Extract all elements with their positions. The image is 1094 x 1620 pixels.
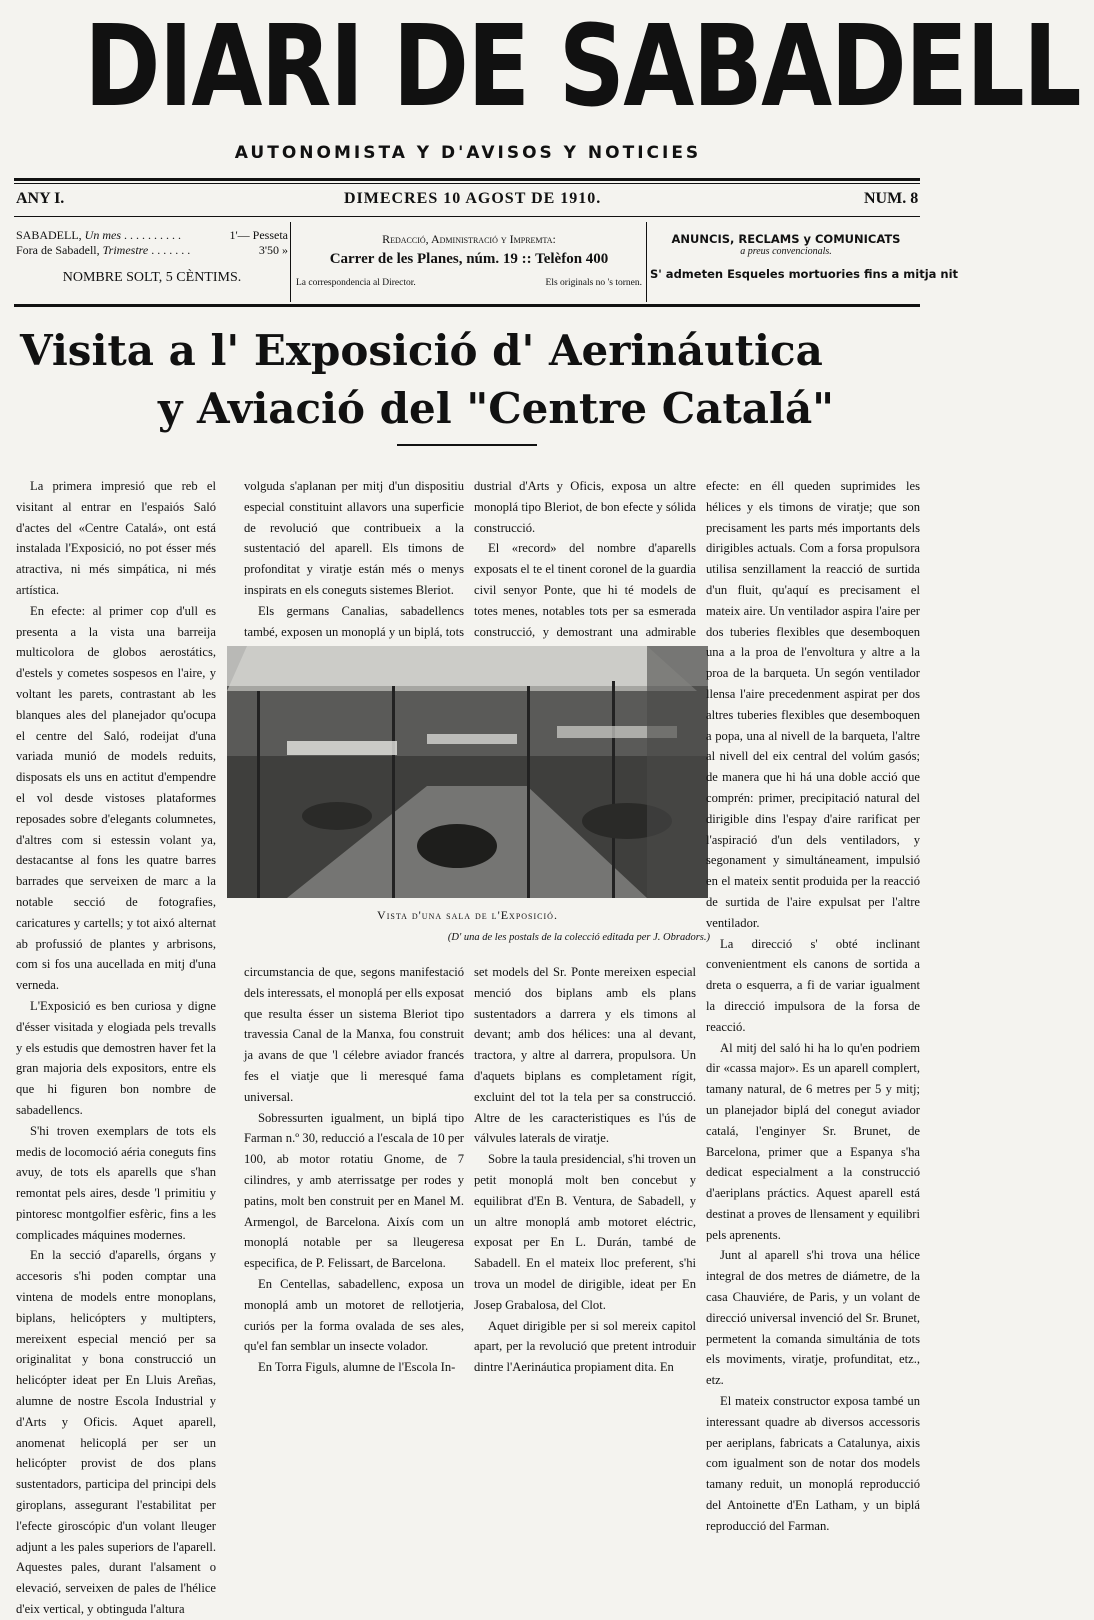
subscription-price: 1'— Pesseta: [229, 228, 288, 242]
ads-subheading: a preus convencionals.: [740, 246, 832, 257]
paragraph: Junt al aparell s'hi trova una hélice integral de dos metres de diámetre, de la casa Chauviére, de Paris, y un volant de direcció universal invenció del Sr. Brunet, permetent la comanda simultánia de tots els moviments, viratje, profunditat, etz., etz.: [706, 1248, 920, 1388]
subscription-box: SABADELL, Un mes . . . . . . . . . . 1'— Pesseta Fora de Sabadell, Trimestre . . . . . . . 3'50 » NOMBRE SOLT, 5 CÈNTIMS.: [16, 228, 288, 285]
divider: [14, 304, 920, 307]
masthead-title: DIARI DE SABADELL: [84, 2, 1080, 132]
article-column-2-top: [244, 476, 464, 641]
article-column-1: [16, 476, 216, 1617]
paragraph: Al mitj del saló hi ha lo qu'en podriem dir «cassa major». Es un aparell complert, tamany natural, de 6 metres per 5 y mitj; un planejador biplá del conegut aviador catalá, l'enginyer Sr. Brunet, de Barcelona, primer que a Espanya s'ha dedicat especialment a la construcció d'aeriplans práctics. Aquest aparell está destinat a proves de llensament y equilibri pels aprenents.: [706, 1040, 920, 1242]
office-address: Carrer de les Planes, núm. 19 :: Telèfon 400: [329, 251, 609, 267]
divider: [14, 216, 920, 217]
divider: [14, 178, 920, 181]
issue-date: DIMECRES 10 AGOST DE 1910.: [344, 190, 602, 207]
paragraph: Els germans Canalias, sabadellencs també, exposen un monoplá y un biplá, tots: [244, 603, 464, 639]
paragraph: circumstancia de que, segons manifestació dels interessats, el monoplá per ells exposat que resulta ésser un sistema Bleriot tipo travessia Canal de la Manxa, fou construit ja avans de que 'l célebre aviador francés fes el viatje que li meresqué fama universal.: [244, 965, 464, 1104]
photo-credit: (D' una de les postals de la colecció editada per J. Obradors.): [447, 932, 710, 943]
paragraph: L'Exposició es ben curiosa y digne d'ésser visitada y elogiada pels trevalls y els estudis que demostren haver fet la gran majoria dels expositors, entre els que hi figuren bon nombre de sabadellencs.: [16, 998, 216, 1117]
headline-rule: [397, 444, 537, 446]
subscription-place: Fora de Sabadell,: [16, 243, 100, 257]
masthead-subtitle: AUTONOMISTA Y D'AVISOS Y NOTICIES: [234, 143, 702, 163]
paragraph: dustrial d'Arts y Oficis, exposa un altre monoplá tipo Bleriot, de bon efecte y sólida construcció.: [474, 479, 696, 535]
paragraph: En la secció d'aparells, órgans y accesoris s'hi poden comptar una vintena de models entre monoplans, biplans, helicópters y multipters, mereixent especial menció per sa originalitat y bona construcció un helicópter ideat per En Lluis Areñas, alumne de nostre Escola Industrial y d'Arts y Oficis. Aquet aparell, anomenat helicoplá per ser un helicópter provist de dos plans sustentadors, participa del principi dels giroplans, assegurant l'estabilitat per l'efecte giroscópic d'un volant lleuger adjunt a les pales superiors de l'aparell. Aquestes pales, durant l'alsament o elevació, serveixen de pales de l'hélice d'eix vertical, y obtinguda l'altura: [16, 1248, 216, 1617]
paragraph: La primera impresió que reb el visitant al entrar en l'espaiós Saló d'actes del «Centre Catalá», ont está instalada l'Exposició, no pot ésser més atractiva, ni més simpática, ni més artística.: [16, 479, 216, 597]
paragraph: set models del Sr. Ponte mereixen especial menció dos biplans amb els plans sustentadors a darrera y els timons al devant; amb dos hélices: una al devant, tractora, y altre al darrera, propulsora. Un d'aquets biplans es completament rígit, excluint del tot la tela per sa construcció. Altre de les caracteristiques es l'ús de válvules laterals de viratje.: [474, 965, 696, 1146]
article-column-4: [706, 476, 920, 1533]
article-headline: y Aviació del "Centre Catalá": [158, 384, 835, 433]
paragraph: En efecte: al primer cop d'ull es presenta a la vista una barreija multicolora de globos aerostátics, d'estels y cometes sospesos en l'aire, y voltant les parets, contrastant ab les blanques ales del planejador qu'ocupa el centre del Saló, rodeijat d'una variada munió de models reduits, disposats els uns en actitut d'empendre el vol desde vistoses plataformes reposades sobre d'elegants columnetes, d'altres com si estessin volant ya, destacantse al fons les quatre barres barrades que serveixen de marc a la notable secció de fotografies, caricatures y cartells; y tot aixó alternat ab profussió de plantes y arbrisons, com si fos una aucellada en mitj d'una verneda.: [16, 603, 216, 993]
office-heading: Redacció, Administració y Impremta:: [382, 232, 556, 246]
paragraph: En Torra Figuls, alumne de l'Escola In-: [258, 1360, 456, 1375]
office-box: [296, 222, 642, 302]
article-column-3-bottom: [474, 962, 696, 1375]
photo-caption: Vista d'una sala de l'Exposició.: [377, 908, 558, 922]
subscription-place: SABADELL,: [16, 228, 82, 242]
divider: [14, 183, 920, 184]
paragraph: El «record» del nombre d'aparells exposats el te el tinent coronel de la guardia civil senyor Ponte, que hi té models de totes menes, notables tots per sa esmerada construcció, y demostrant una admirable: [474, 541, 696, 639]
subscription-period: Trimestre: [102, 243, 149, 257]
exhibition-photo-illustration: [227, 646, 708, 898]
issue-number: NUM. 8: [864, 190, 919, 207]
article-column-2-bottom: [244, 962, 464, 1375]
paragraph: El mateix constructor exposa també un interessant quadre ab diversos accessoris per aeriplans, fabricats a Catalunya, aixis com igualment son de notar dos models tamany reduit, un monoplá reproducció del Antoinette d'En Latham, y un biplá reproducció del Farman.: [706, 1394, 920, 1533]
paragraph: volguda s'aplanan per mitj d'un dispositiu especial constituint allavors una superficie de revolució que contribueix a la sustentació del aparell. Els timons de profonditat y viratje están més o menys inspirats en els coneguts sistemes Bleriot.: [244, 479, 464, 597]
article-column-3-top: [474, 476, 696, 641]
single-issue-price: NOMBRE SOLT, 5 CÈNTIMS.: [62, 270, 242, 285]
ads-note: S' admeten Esqueles mortuories fins a mitja nit: [650, 267, 959, 281]
paragraph: Aquet dirigible per si sol mereix capitol apart, per la revolució que pretent introduir dintre l'Aerináutica propiament dita. En: [474, 1318, 696, 1375]
subscription-period: Un mes: [84, 228, 121, 242]
divider: [646, 222, 647, 302]
office-note: Els originals no 's tornen.: [545, 278, 642, 288]
paragraph: La direcció s' obté inclinant convenientment els canons de sortida a dreta o esquerra, a fi de variar igualment la direcció impulsora de la forsa de reacció.: [706, 936, 920, 1034]
paragraph: S'hi troven exemplars de tots els medis de locomoció aéria coneguts fins avuy, de tots els aparells que s'han remontat pels aires, desde 'l primitiu y pintoresc montgolfier esfèric, fins a les complicades máquines modernes.: [16, 1123, 216, 1242]
paragraph: En Centellas, sabadellenc, exposa un monoplá amb un motoret de rellotjeria, curiós per la forma ovalada de ses ales, qu'el fan semblar un insecte volador.: [244, 1276, 464, 1354]
office-note: La correspondencia al Director.: [296, 278, 416, 288]
ads-box: [650, 222, 959, 302]
paragraph: Sobressurten igualment, un biplá tipo Farman n.º 30, reducció a l'escala de 10 per 100, ab motor rotatiu Gnome, de 7 cilindres, y amb aterrissatge per rodes y patins, molt ben construit per en Manel M. Armengol, de Barcelona. Aixís com un monoplá notable per sa lleugeresa especifica, de P. Felissart, de Barcelona.: [244, 1110, 464, 1271]
ads-heading: ANUNCIS, RECLAMS y COMUNICATS: [671, 232, 901, 246]
article-headline: Visita a l' Exposició d' Aerináutica: [20, 326, 823, 375]
volume-label: ANY I.: [16, 190, 65, 207]
paragraph: Sobre la taula presidencial, s'hi troven un petit monoplá molt ben concebut y equilibrat d'En B. Ventura, de Sabadell, y un altre monoplá amb motoret eléctric, exposat per En L. Durán, també de Sabadell. En el mateix lloc preferent, s'hi trova un model de dirigible, ideat per En Josep Grabalosa, del Clot.: [474, 1152, 696, 1312]
subscription-price: 3'50 »: [258, 243, 288, 257]
paragraph: efecte: en éll queden suprimides les hélices y els timons de viratje; que son precisament les parts més importants dels dirigibles actuals. Com a forsa propulsora utilisa senzillament la reacció de surtida d'un fluit, qu'aquí es precisament el mateix aire. Un ventilador aspira l'aire per dos tuberies flexibles que desemboquen una a la proa de l'envoltura y altre a la proa de la barqueta. Un segón ventilador llensa l'aire precedenment aspirat per dos altres tuberies flexibles que desemboquen a popa, una al nivell de la barqueta, l'altre al nivell del eix central del volúm gasós; de manera que hi há una doble acció que comprén: primer, precipitació natural del dirigible dins l'espay d'aire rarificat per l'aspiració d'un dels ventiladors, y segonament y simultáneament, impulsió en el mateix sentit produida per la reacció de surtida de l'aire expulsat per l'altre ventilador.: [706, 479, 920, 930]
divider: [290, 222, 291, 302]
exhibition-photo: [227, 646, 708, 898]
